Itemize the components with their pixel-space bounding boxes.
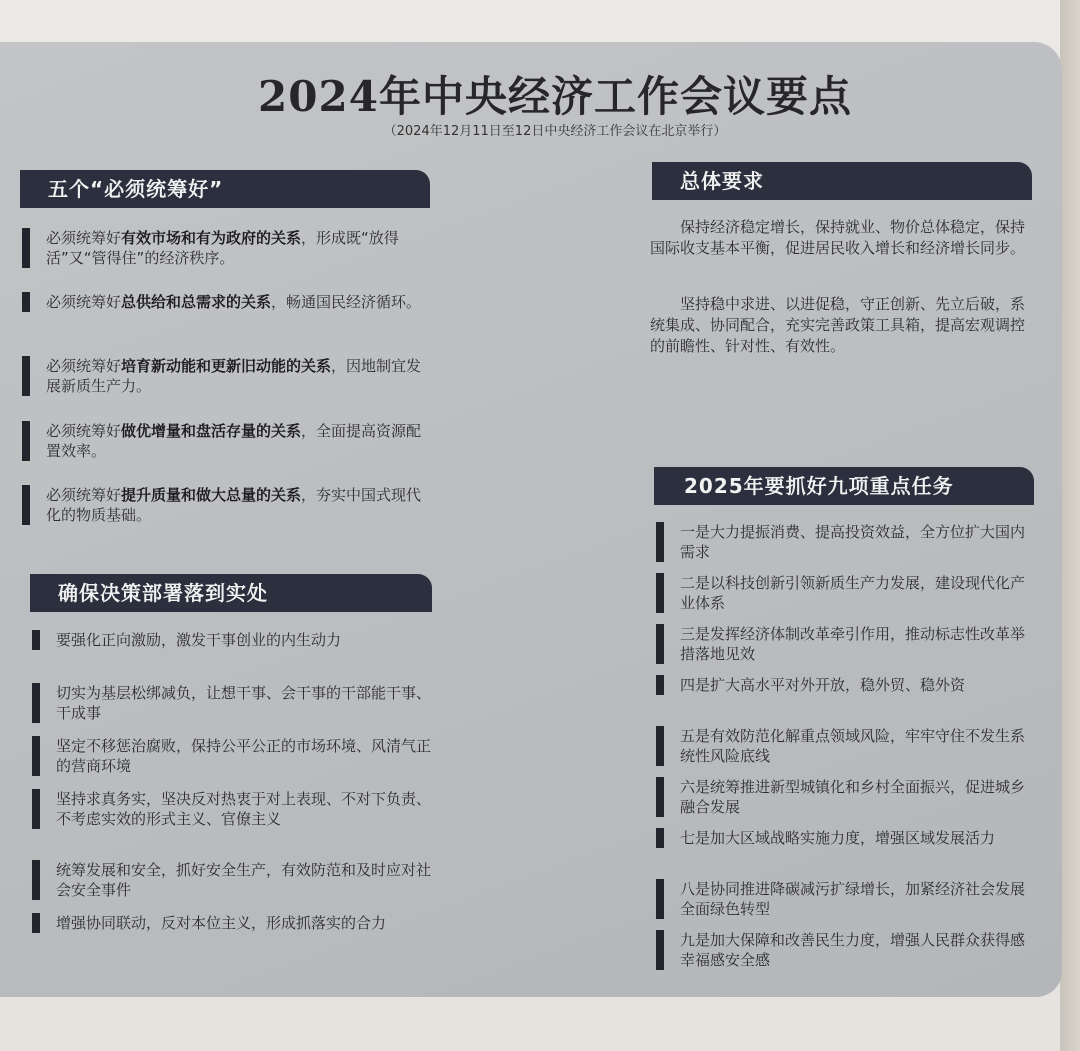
list-item: 九是加大保障和改善民生力度，增强人民群众获得感幸福感安全感 [656, 930, 1036, 970]
item-prefix: 必须统筹好 [46, 293, 122, 311]
item-suffix: ，全面提高资源配置效率。 [46, 422, 422, 460]
list-item: 统筹发展和安全，抓好安全生产，有效防范和及时应对社会安全事件 [32, 860, 432, 900]
item-suffix: ，夯实中国式现代化的物质基础。 [46, 486, 422, 524]
item-keyword: 有效市场和有为政府的关系 [121, 229, 302, 247]
paragraph: 坚持稳中求进、以进促稳，守正创新、先立后破，系统集成、协同配合，充实完善政策工具箱，提高宏观调控的前瞻性、针对性、有效性。 [650, 295, 1026, 355]
section-heading-overall: 总体要求 [652, 162, 1032, 200]
paragraph: 保持经济稳定增长，保持就业、物价总体稳定，保持国际收支基本平衡，促进居民收入增长和经济增长同步。 [650, 218, 1026, 257]
list-item: 要强化正向激励，激发干事创业的内生动力 [32, 630, 432, 650]
list-item: 一是大力提振消费、提高投资效益，全方位扩大国内需求 [656, 522, 1036, 562]
page-edge [1060, 0, 1080, 1051]
list-item [22, 421, 430, 461]
list-item: 七是加大区域战略实施力度，增强区域发展活力 [656, 828, 1036, 848]
list-item: 五是有效防范化解重点领域风险，牢牢守住不发生系统性风险底线 [656, 726, 1036, 766]
item-keyword: 提升质量和做大总量的关系 [121, 486, 302, 504]
item-keyword: 做优增量和盘活存量的关系 [121, 422, 302, 440]
section-heading-five: 五个“必须统筹好” [20, 170, 430, 208]
item-suffix: ，形成既“放得活”又“管得住”的经济秩序。 [46, 229, 399, 267]
list-item: 坚定不移惩治腐败，保持公平公正的市场环境、风清气正的营商环境 [32, 736, 432, 776]
list-item [22, 292, 430, 312]
list-item: 坚持求真务实，坚决反对热衷于对上表现、不对下负责、不考虑实效的形式主义、官僚主义 [32, 789, 432, 829]
item-prefix: 必须统筹好 [46, 486, 122, 504]
item-suffix: ，因地制宜发展新质生产力。 [46, 357, 422, 395]
item-prefix: 必须统筹好 [46, 357, 122, 375]
section-heading-ensure: 确保决策部署落到实处 [30, 574, 432, 612]
item-suffix: ，畅通国民经济循环。 [271, 293, 422, 311]
list-item [22, 485, 430, 525]
page-subtitle: （2024年12月11日至12日中央经济工作会议在北京举行） [383, 124, 727, 139]
section-heading-tasks: 2025年要抓好九项重点任务 [654, 467, 1034, 505]
list-item [22, 356, 430, 396]
list-item: 八是协同推进降碳减污扩绿增长，加紧经济社会发展全面绿色转型 [656, 879, 1036, 919]
item-keyword: 总供给和总需求的关系 [121, 293, 272, 311]
item-prefix: 必须统筹好 [46, 229, 122, 247]
item-keyword: 培育新动能和更新旧动能的关系 [121, 357, 332, 375]
list-item: 三是发挥经济体制改革牵引作用，推动标志性改革举措落地见效 [656, 624, 1036, 664]
page-title: 2024年中央经济工作会议要点 [258, 72, 852, 121]
list-item: 四是扩大高水平对外开放，稳外贸、稳外资 [656, 675, 1036, 695]
list-item [22, 228, 430, 268]
list-item: 切实为基层松绑减负，让想干事、会干事的干部能干事、干成事 [32, 683, 432, 723]
list-item: 增强协同联动，反对本位主义，形成抓落实的合力 [32, 913, 432, 933]
item-prefix: 必须统筹好 [46, 422, 122, 440]
list-item: 二是以科技创新引领新质生产力发展，建设现代化产业体系 [656, 573, 1036, 613]
list-item: 六是统筹推进新型城镇化和乡村全面振兴，促进城乡融合发展 [656, 777, 1036, 817]
